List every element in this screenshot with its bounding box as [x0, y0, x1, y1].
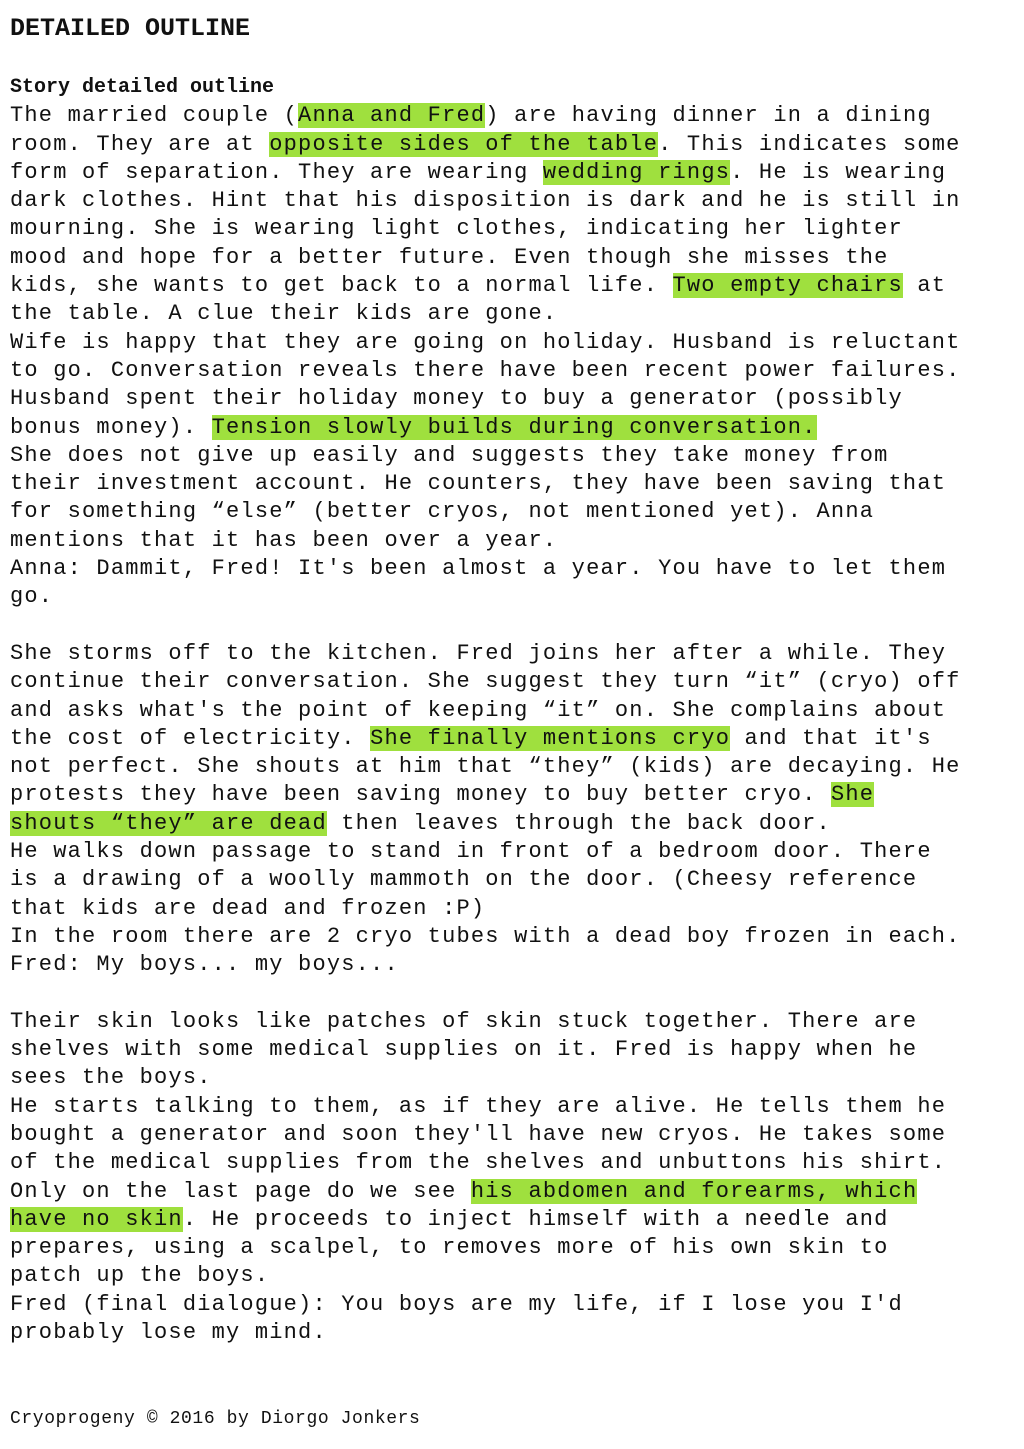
- outline-line: [10, 498, 1016, 526]
- text-run: the cost of electricity.: [10, 725, 371, 751]
- outline-line: [10, 781, 1016, 809]
- text-run: continue their conversation. She suggest they turn “it” (cryo) off: [10, 669, 961, 695]
- outline-line: [10, 159, 1016, 187]
- text-run: protests they have been saving money to buy better cryo.: [10, 782, 831, 808]
- text-run: to go. Conversation reveals there have been recent power failures.: [10, 357, 961, 383]
- outline-line: [10, 300, 1016, 328]
- text-run: that kids are dead and frozen :P): [10, 895, 486, 921]
- text-run: She storms off to the kitchen. Fred joins her after a while. They: [10, 640, 947, 666]
- outline-line: [10, 923, 1016, 951]
- outline-line: [10, 470, 1016, 498]
- text-run: Fred: My boys... my boys...: [10, 952, 399, 978]
- text-run: sees the boys.: [10, 1065, 212, 1091]
- text-run: form of separation. They are wearing: [10, 159, 543, 185]
- outline-line: [10, 1064, 1016, 1092]
- text-run: mentions that it has been over a year.: [10, 527, 558, 553]
- outline-line: [10, 1036, 1016, 1064]
- outline-line: [10, 1319, 1016, 1347]
- text-run: She does not give up easily and suggests they take money from: [10, 442, 889, 468]
- document-title: DETAILED OUTLINE: [10, 14, 251, 43]
- outline-line: [10, 697, 1016, 725]
- text-run: prepares, using a scalpel, to removes more of his own skin to: [10, 1235, 889, 1261]
- outline-line: [10, 1149, 1016, 1177]
- outline-line: [10, 1206, 1016, 1234]
- text-run: ) are having dinner in a dining: [485, 103, 932, 129]
- text-run: mourning. She is wearing light clothes, indicating her lighter: [10, 216, 903, 242]
- text-run: bought a generator and soon they'll have new cryos. He takes some: [10, 1121, 947, 1147]
- outline-line: [10, 414, 1016, 442]
- text-run: . He proceeds to inject himself with a needle and: [182, 1206, 889, 1232]
- outline-line: [10, 951, 1016, 979]
- outline-line: [10, 640, 1016, 668]
- highlighted-phrase: Tension slowly builds during conversation.: [211, 414, 817, 440]
- text-run: not perfect. She shouts at him that “they” (kids) are decaying. He: [10, 754, 961, 780]
- text-run: for something “else” (better cryos, not mentioned yet). Anna: [10, 499, 875, 525]
- outline-line: [10, 810, 1016, 838]
- highlighted-phrase: Two empty chairs: [672, 273, 903, 299]
- text-run: their investment account. He counters, they have been saving that: [10, 471, 947, 497]
- text-run: The married couple (: [10, 103, 299, 129]
- outline-line: [10, 753, 1016, 781]
- highlighted-phrase: She finally mentions cryo: [370, 725, 731, 751]
- highlighted-phrase: shouts “they” are dead: [10, 810, 327, 836]
- highlighted-phrase: have no skin: [10, 1206, 183, 1232]
- text-run: Husband spent their holiday money to buy a generator (possibly: [10, 386, 903, 412]
- outline-line: [10, 725, 1016, 753]
- highlighted-phrase: wedding rings: [542, 159, 731, 185]
- text-run: probably lose my mind.: [10, 1320, 327, 1346]
- text-run: bonus money).: [10, 414, 212, 440]
- highlighted-phrase: his abdomen and forearms, which: [470, 1178, 918, 1204]
- text-run: and asks what's the point of keeping “it” on. She complains about: [10, 697, 947, 723]
- outline-line: [10, 1262, 1016, 1290]
- outline-line: [10, 1008, 1016, 1036]
- text-run: Wife is happy that they are going on holiday. Husband is reluctant: [10, 329, 961, 355]
- highlighted-phrase: She: [830, 782, 875, 808]
- text-run: go.: [10, 584, 54, 610]
- text-run: and that it's: [730, 725, 932, 751]
- outline-line: [10, 357, 1016, 385]
- text-run: then leaves through the back door.: [326, 810, 831, 836]
- text-run: He walks down passage to stand in front of a bedroom door. There: [10, 839, 932, 865]
- outline-body: [10, 102, 1016, 1347]
- outline-line: [10, 838, 1016, 866]
- outline-line: [10, 980, 1016, 1008]
- section-heading: Story detailed outline: [10, 76, 275, 99]
- outline-line: [10, 385, 1016, 413]
- outline-line: [10, 1178, 1016, 1206]
- outline-line: [10, 895, 1016, 923]
- outline-line: [10, 1093, 1016, 1121]
- document-page: [10, 12, 1016, 1347]
- outline-line: [10, 329, 1016, 357]
- text-run: Only on the last page do we see: [10, 1178, 471, 1204]
- outline-line: [10, 612, 1016, 640]
- outline-line: [10, 555, 1016, 583]
- text-run: . This indicates some: [658, 131, 961, 157]
- outline-line: [10, 442, 1016, 470]
- text-run: is a drawing of a woolly mammoth on the door. (Cheesy reference: [10, 867, 918, 893]
- outline-line: [10, 1234, 1016, 1262]
- text-run: patch up the boys.: [10, 1263, 270, 1289]
- outline-line: [10, 244, 1016, 272]
- outline-line: [10, 272, 1016, 300]
- outline-line: [10, 187, 1016, 215]
- text-run: Fred (final dialogue): You boys are my life, if I lose you I'd: [10, 1291, 903, 1317]
- text-run: Their skin looks like patches of skin stuck together. There are: [10, 1008, 918, 1034]
- text-run: shelves with some medical supplies on it. Fred is happy when he: [10, 1037, 918, 1063]
- text-run: Anna: Dammit, Fred! It's been almost a year. You have to let them: [10, 556, 947, 582]
- outline-line: [10, 866, 1016, 894]
- text-run: the table. A clue their kids are gone.: [10, 301, 558, 327]
- text-run: of the medical supplies from the shelves and unbuttons his shirt.: [10, 1150, 947, 1176]
- outline-line: [10, 668, 1016, 696]
- highlighted-phrase: Anna and Fred: [298, 103, 486, 129]
- outline-line: [10, 583, 1016, 611]
- outline-line: [10, 1291, 1016, 1319]
- outline-line: [10, 102, 1016, 130]
- highlighted-phrase: opposite sides of the table: [269, 131, 659, 157]
- text-run: dark clothes. Hint that his disposition is dark and he is still in: [10, 188, 961, 214]
- outline-line: [10, 1121, 1016, 1149]
- text-run: . He is wearing: [730, 159, 947, 185]
- outline-line: [10, 131, 1016, 159]
- outline-line: [10, 527, 1016, 555]
- text-run: kids, she wants to get back to a normal life.: [10, 273, 673, 299]
- outline-line: [10, 215, 1016, 243]
- text-run: In the room there are 2 cryo tubes with a dead boy frozen in each.: [10, 923, 961, 949]
- text-run: room. They are at: [10, 131, 270, 157]
- text-run: mood and hope for a better future. Even though she misses the: [10, 244, 889, 270]
- text-run: at: [902, 273, 947, 299]
- copyright-footer: Cryoprogeny © 2016 by Diorgo Jonkers: [10, 1409, 421, 1429]
- text-run: He starts talking to them, as if they are alive. He tells them he: [10, 1093, 947, 1119]
